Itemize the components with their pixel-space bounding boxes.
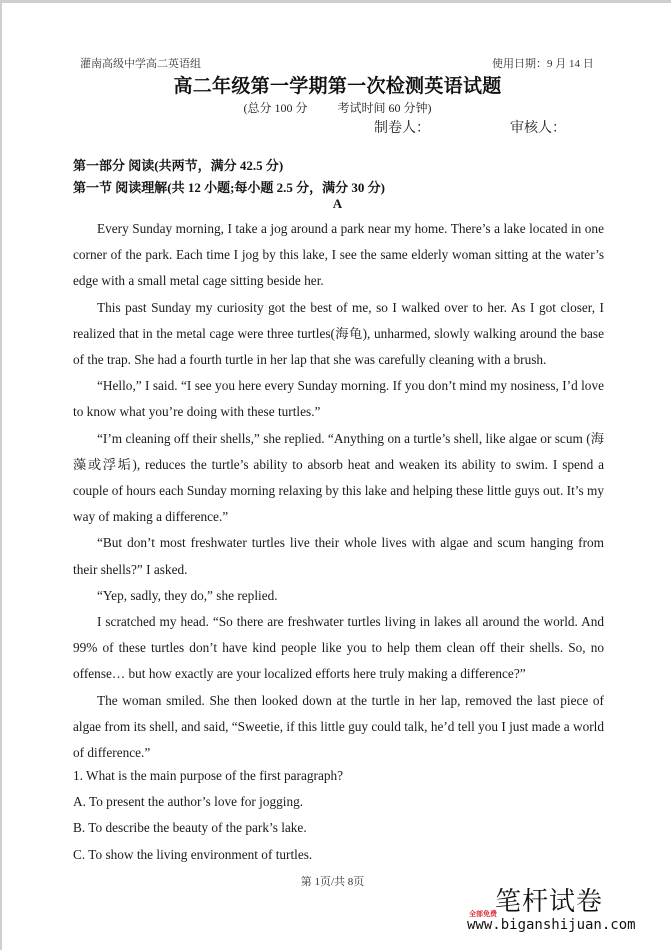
header-school-group: 灌南高级中学高二英语组	[80, 58, 201, 70]
total-score: (总分 100 分	[243, 101, 308, 115]
watermark-logo	[467, 881, 647, 941]
question-block	[73, 763, 604, 868]
answer-option-b: B. To describe the beauty of the park’s lake.	[73, 820, 307, 836]
passage-paragraph: “But don’t most freshwater turtles live their whole lives with algae and scum hanging from their shells?” I asked.	[73, 535, 604, 577]
passage-paragraph: I scratched my head. “So there are freshwater turtles living in lakes all around the world. And 99% of these turtles don’t have kind people like you to help them clean off their shells. So, no offense… but how exactly are your localized efforts here truly making a difference?”	[73, 614, 604, 682]
paper-reviewer-label: 审核人：	[510, 121, 566, 136]
part-heading: 第一部分 阅读(共两节，满分 42.5 分)	[73, 158, 284, 173]
section-heading: 第一节 阅读理解(共 12 小题;每小题 2.5 分，满分 30 分)	[73, 180, 385, 195]
header-usage-date: 使用日期：9 月 14 日	[492, 58, 594, 70]
passage-paragraph: Every Sunday morning, I take a jog around a park near my home. There’s a lake located in one corner of the park. Each time I jog by this lake, I see the same elderly woman sitting at the water’s edge with a small metal cage sitting beside her.	[73, 221, 604, 289]
passage-paragraph: “Hello,” I said. “I see you here every Sunday morning. If you don’t mind my nosiness, I’d love to know what you’re doing with these turtles.”	[73, 378, 604, 420]
passage-paragraph: The woman smiled. She then looked down at the turtle in her lap, removed the last piece of algae from its shell, and said, “Sweetie, if this little guy could talk, he’d tell you I just made a world of difference.”	[73, 692, 605, 761]
exam-subtitle	[2, 99, 671, 116]
passage-body	[73, 216, 604, 766]
passage-paragraph: “I’m cleaning off their shells,” she replied. “Anything on a turtle’s shell, like algae or scum (海藻或浮垢), reduces the turtle’s ability to absorb heat and weaken its ability to swim. I spend a couple of hours each Sunday morning relaxing by this lake and helping these little guys out. It’s my way of making a difference.”	[73, 430, 604, 525]
watermark-free-tag: 全部免费	[469, 910, 497, 918]
passage-label: A	[332, 196, 343, 211]
passage-paragraph: “Yep, sadly, they do,” she replied.	[97, 587, 278, 603]
watermark-url: www.biganshijuan.com	[467, 917, 636, 933]
question-stem: 1. What is the main purpose of the first paragraph?	[73, 768, 344, 783]
watermark-title: 笔杆试卷	[495, 887, 604, 917]
paper-maker-label: 制卷人：	[374, 121, 430, 136]
passage-paragraph: This past Sunday my curiosity got the best of me, so I walked over to her. As I got closer, I realized that in the metal cage were three turtles(海龟), unharmed, slowly walking around the base of the trap. She had a fourth turtle in her lap that she was carefully cleaning with a brush.	[73, 299, 604, 368]
answer-option-c: C. To show the living environment of turtles.	[73, 846, 313, 862]
exam-title: 高二年级第一学期第一次检测英语试题	[173, 76, 502, 97]
exam-duration: 考试时间 60 分钟)	[337, 101, 432, 115]
answer-option-a: A. To present the author’s love for jogging.	[73, 794, 304, 810]
page-number: 第 1页/共 8页	[300, 876, 365, 888]
